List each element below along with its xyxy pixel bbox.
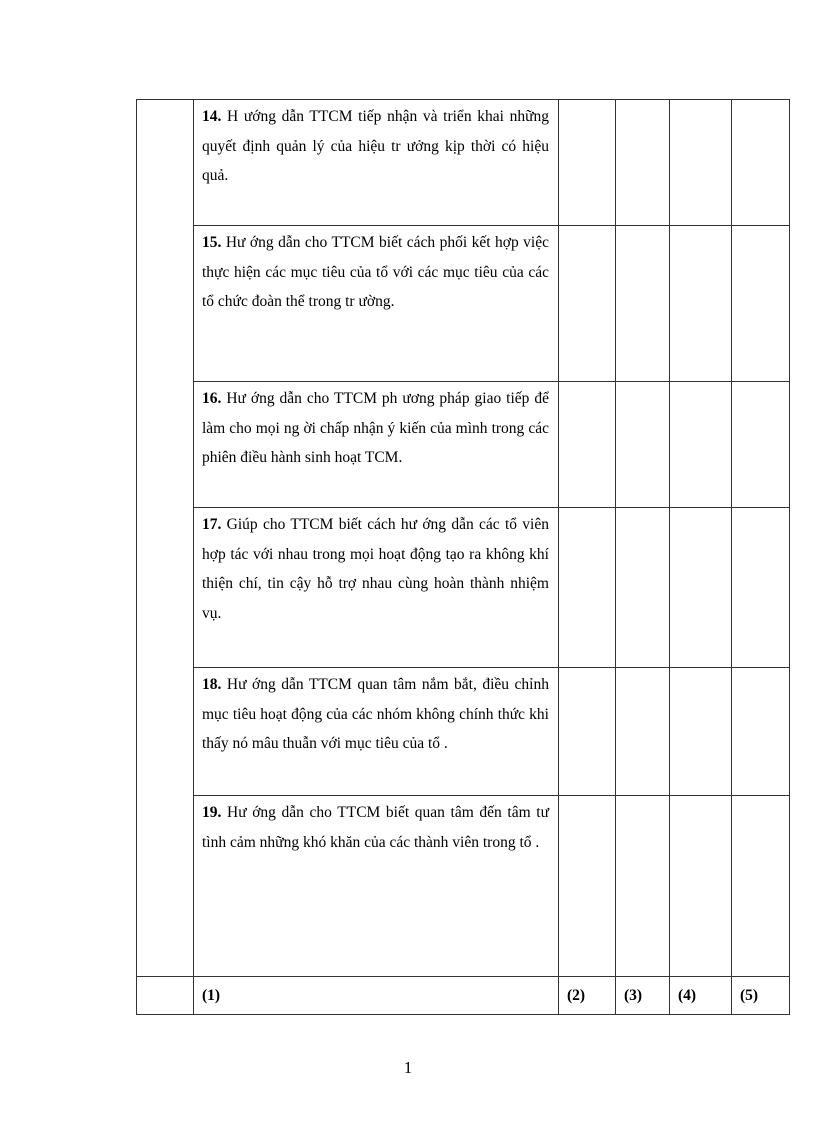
column-number-row (137, 977, 790, 1015)
rating-cell[interactable] (559, 226, 616, 382)
rating-cell[interactable] (616, 226, 670, 382)
footer-col-4: (4) (670, 977, 732, 1015)
table-row (137, 796, 790, 977)
row-index-cell (137, 100, 194, 977)
item-cell (194, 796, 559, 977)
item-cell (194, 508, 559, 668)
rating-cell[interactable] (616, 100, 670, 226)
item-description: Hư ớng dẫn cho TTCM biết quan tâm đến tâm tư tình cảm những khó khăn của các thành viên trong tổ . (202, 804, 549, 851)
item-cell (194, 100, 559, 226)
rating-cell[interactable] (616, 668, 670, 796)
rating-cell[interactable] (670, 508, 732, 668)
item-description: Hư ớng dẫn TTCM quan tâm nắm bắt, điều chỉnh mục tiêu hoạt động của các nhóm không chính thức khi thấy nó mâu thuẫn với mục tiêu của tổ . (202, 676, 549, 752)
rating-cell[interactable] (732, 668, 790, 796)
item-text (194, 382, 558, 473)
page-number: 1 (403, 1058, 413, 1077)
survey-table (136, 99, 790, 1015)
item-text (194, 668, 558, 759)
rating-cell[interactable] (670, 668, 732, 796)
item-cell (194, 668, 559, 796)
item-number: 17. (202, 516, 222, 533)
rating-cell[interactable] (732, 508, 790, 668)
table-row (137, 226, 790, 382)
table-row (137, 668, 790, 796)
rating-cell[interactable] (559, 508, 616, 668)
item-cell (194, 382, 559, 508)
item-number: 15. (202, 234, 222, 251)
item-number: 19. (202, 804, 222, 821)
rating-cell[interactable] (559, 796, 616, 977)
footer-col-5: (5) (732, 977, 790, 1015)
item-text (194, 226, 558, 317)
rating-cell[interactable] (616, 382, 670, 508)
item-description: Giúp cho TTCM biết cách hư ớng dẫn các tổ viên hợp tác với nhau trong mọi hoạt động tạo ra không khí thiện chí, tin cậy hỗ trợ nhau cùng hoàn thành nhiệm vụ. (202, 516, 549, 622)
rating-cell[interactable] (616, 508, 670, 668)
table-row (137, 100, 790, 226)
item-description: H ướng dẫn TTCM tiếp nhận và triển khai những quyết định quản lý của hiệu tr ưởng kịp thời có hiệu quả. (202, 108, 549, 184)
item-number: 18. (202, 676, 222, 693)
footer-col-2: (2) (559, 977, 616, 1015)
table-row (137, 382, 790, 508)
item-text (194, 796, 558, 857)
rating-cell[interactable] (616, 796, 670, 977)
rating-cell[interactable] (559, 100, 616, 226)
rating-cell[interactable] (732, 382, 790, 508)
item-number: 16. (202, 390, 222, 407)
footer-col-1: (1) (194, 977, 559, 1015)
rating-cell[interactable] (732, 100, 790, 226)
rating-cell[interactable] (559, 382, 616, 508)
footer-col-3: (3) (616, 977, 670, 1015)
footer-empty-cell (137, 977, 194, 1015)
table-row (137, 508, 790, 668)
rating-cell[interactable] (559, 668, 616, 796)
rating-cell[interactable] (670, 796, 732, 977)
rating-cell[interactable] (670, 100, 732, 226)
item-cell (194, 226, 559, 382)
item-description: Hư ớng dẫn cho TTCM ph ương pháp giao tiếp để làm cho mọi ng ời chấp nhận ý kiến của mình trong các phiên điều hành sinh hoạt TCM. (202, 390, 549, 466)
rating-cell[interactable] (670, 382, 732, 508)
rating-cell[interactable] (732, 226, 790, 382)
item-text (194, 508, 558, 628)
rating-cell[interactable] (732, 796, 790, 977)
rating-cell[interactable] (670, 226, 732, 382)
item-text (194, 100, 558, 191)
item-description: Hư ớng dẫn cho TTCM biết cách phối kết hợp việc thực hiện các mục tiêu của tổ với các mục tiêu của các tổ chức đoàn thể trong tr ường. (202, 234, 549, 310)
item-number: 14. (202, 108, 222, 125)
